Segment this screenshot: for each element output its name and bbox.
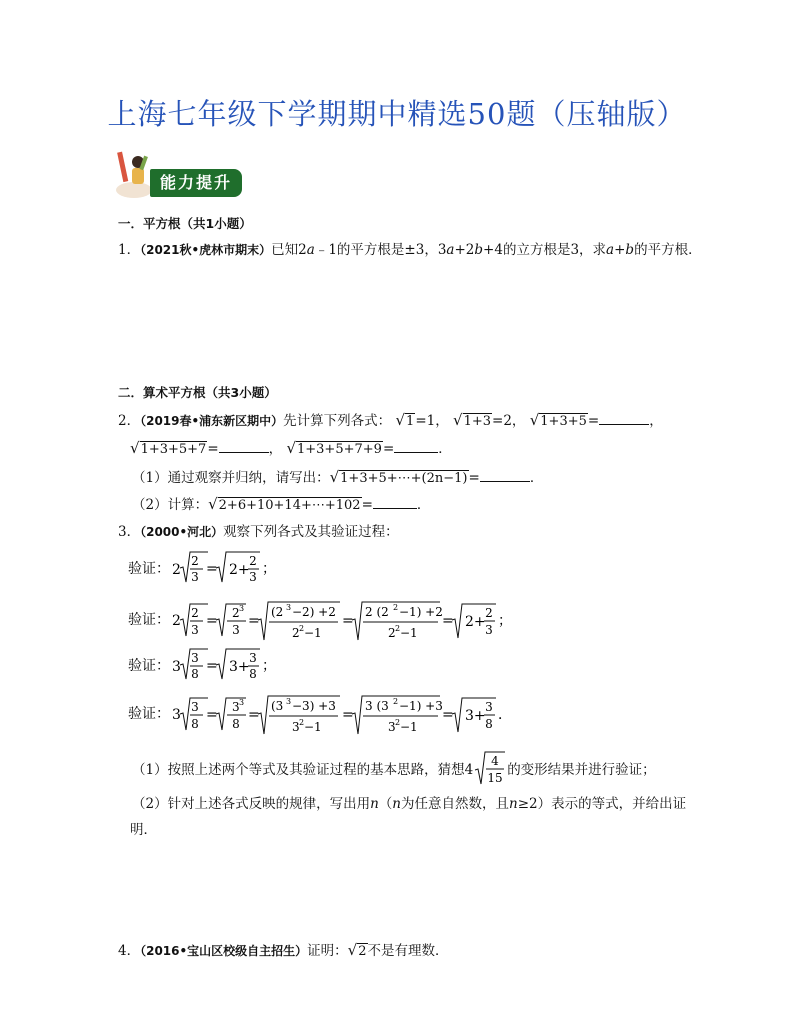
svg-text:3: 3 <box>388 720 396 734</box>
verify-line-1 <box>128 548 328 588</box>
svg-text:4: 4 <box>491 754 500 768</box>
svg-text:2 (2: 2 (2 <box>365 605 389 619</box>
svg-text:2: 2 <box>299 718 305 727</box>
verify-line-4 <box>128 690 528 740</box>
svg-text:3: 3 <box>172 659 181 675</box>
svg-text:−1: −1 <box>304 720 322 734</box>
question-3-part-2: （2）针对上述各式反映的规律，写出用n（n为任意自然数，且n≥2）表示的等式，并给出证 <box>132 796 687 812</box>
question-number: 1． <box>118 242 141 258</box>
svg-text:2+: 2+ <box>229 562 250 578</box>
svg-text:2+: 2+ <box>465 614 486 630</box>
svg-text:2: 2 <box>191 554 199 568</box>
svg-text:2: 2 <box>395 624 401 633</box>
svg-text:=: = <box>342 613 354 629</box>
svg-text:8: 8 <box>249 667 257 681</box>
answer-blank[interactable] <box>373 494 417 509</box>
svg-text:2: 2 <box>485 606 493 620</box>
svg-text:−1: −1 <box>304 626 322 640</box>
svg-text:−1) +2: −1) +2 <box>399 605 443 619</box>
question-3-part-1: （1）按照上述两个等式及其验证过程的基本思路，猜想4 4 15 的变形结果并进行验证； <box>132 754 656 785</box>
svg-text:=: = <box>206 658 218 674</box>
svg-text:3 (3: 3 (3 <box>365 699 389 713</box>
sqrt-expr: √1+3+5+⋯+(2n−1) <box>329 468 468 486</box>
question-1: 1．（2021秋•虎林市期末）已知2a﹣1的平方根是±3，3a+2b+4的立方根是3，求a+b的平方根． <box>118 242 702 258</box>
svg-text:验证：: 验证： <box>128 706 170 722</box>
svg-text:−3) +3: −3) +3 <box>292 699 336 713</box>
svg-text:3: 3 <box>191 651 199 665</box>
sqrt-expr: √2+6+10+14+⋯+102 <box>208 495 361 513</box>
svg-text:3: 3 <box>485 700 493 714</box>
student-illustration-icon <box>114 148 154 200</box>
svg-text:．: ． <box>498 707 512 723</box>
answer-blank[interactable] <box>394 438 438 453</box>
svg-text:−1: −1 <box>400 720 418 734</box>
svg-text:−1) +3: −1) +3 <box>399 699 443 713</box>
svg-text:=: = <box>248 613 260 629</box>
svg-text:=: = <box>206 707 218 723</box>
svg-text:8: 8 <box>232 717 240 731</box>
svg-text:=: = <box>342 707 354 723</box>
svg-text:(2: (2 <box>271 605 284 619</box>
svg-text:15: 15 <box>487 771 503 785</box>
svg-text:3: 3 <box>191 570 199 584</box>
svg-text:2: 2 <box>292 626 300 640</box>
svg-text:3: 3 <box>232 700 240 714</box>
svg-text:2: 2 <box>393 697 399 706</box>
svg-text:；: ； <box>262 658 276 674</box>
svg-text:；: ； <box>262 561 276 577</box>
svg-text:3: 3 <box>249 570 257 584</box>
sqrt-expr: √2 <box>347 941 367 959</box>
svg-text:3: 3 <box>172 707 181 723</box>
question-2-part-2: （2）计算：√2+6+10+14+⋯+102= ． <box>132 495 431 513</box>
sqrt-expr: √1+3+5+7 <box>130 439 207 457</box>
svg-text:验证：: 验证： <box>128 612 170 628</box>
question-source: （2021秋•虎林市期末） <box>140 243 272 257</box>
svg-text:验证：: 验证： <box>128 658 170 674</box>
svg-text:8: 8 <box>191 667 199 681</box>
svg-text:2: 2 <box>395 718 401 727</box>
verify-line-2 <box>128 596 528 646</box>
svg-text:3: 3 <box>249 651 257 665</box>
svg-text:3: 3 <box>239 698 245 707</box>
svg-text:3: 3 <box>191 700 199 714</box>
svg-text:；: ； <box>498 613 512 629</box>
answer-blank[interactable] <box>219 438 269 453</box>
page-title: 上海七年级下学期期中精选50题（压轴版） <box>107 97 687 131</box>
sqrt-expr: √1 <box>395 411 415 429</box>
section-heading-2: 二．算术平方根（共3小题） <box>118 385 277 400</box>
svg-text:2: 2 <box>172 613 181 629</box>
svg-text:=: = <box>206 613 218 629</box>
verify-line-3 <box>128 645 328 685</box>
svg-text:验证：: 验证： <box>128 561 170 577</box>
section-heading-1: 一．平方根（共1小题） <box>118 216 252 231</box>
question-4: 4．（2016•宝山区校级自主招生）证明：√2不是有理数． <box>118 940 449 962</box>
banner-label: 能力提升 <box>150 169 242 197</box>
question-3: 3．（2000•河北）观察下列各式及其验证过程： <box>118 524 399 540</box>
answer-blank[interactable] <box>480 467 530 482</box>
svg-text:3: 3 <box>191 623 199 637</box>
svg-text:−1: −1 <box>400 626 418 640</box>
svg-text:3+: 3+ <box>229 659 250 675</box>
svg-text:3: 3 <box>286 603 292 612</box>
svg-text:8: 8 <box>191 717 199 731</box>
sqrt-expr: √1+3+5 <box>529 411 587 429</box>
question-2: 2．（2019春•浦东新区期中）先计算下列各式： √1=1， √1+3=2， √1+3+5= ， <box>118 410 663 432</box>
svg-text:2: 2 <box>299 624 305 633</box>
svg-text:3+: 3+ <box>465 708 486 724</box>
svg-text:=: = <box>206 561 218 577</box>
svg-text:2: 2 <box>393 603 399 612</box>
answer-blank[interactable] <box>599 410 649 425</box>
ability-banner <box>114 148 244 200</box>
svg-text:2: 2 <box>172 562 181 578</box>
svg-text:3: 3 <box>292 720 300 734</box>
svg-text:2: 2 <box>388 626 396 640</box>
svg-text:8: 8 <box>485 717 493 731</box>
sqrt-expr: √1+3 <box>453 411 492 429</box>
svg-text:3: 3 <box>286 697 292 706</box>
svg-text:2: 2 <box>232 606 240 620</box>
question-2-part-1: （1）通过观察并归纳，请写出：√1+3+5+⋯+(2n−1)= ． <box>132 468 544 486</box>
svg-text:3: 3 <box>485 623 493 637</box>
svg-text:=: = <box>442 707 454 723</box>
svg-text:=: = <box>248 707 260 723</box>
svg-text:3: 3 <box>239 604 245 613</box>
svg-text:2: 2 <box>191 606 199 620</box>
svg-text:(3: (3 <box>271 699 284 713</box>
svg-text:3: 3 <box>232 623 240 637</box>
sqrt-expr: √1+3+5+7+9 <box>286 439 382 457</box>
svg-text:2: 2 <box>249 554 257 568</box>
svg-text:=: = <box>442 613 454 629</box>
svg-text:−2) +2: −2) +2 <box>292 605 336 619</box>
